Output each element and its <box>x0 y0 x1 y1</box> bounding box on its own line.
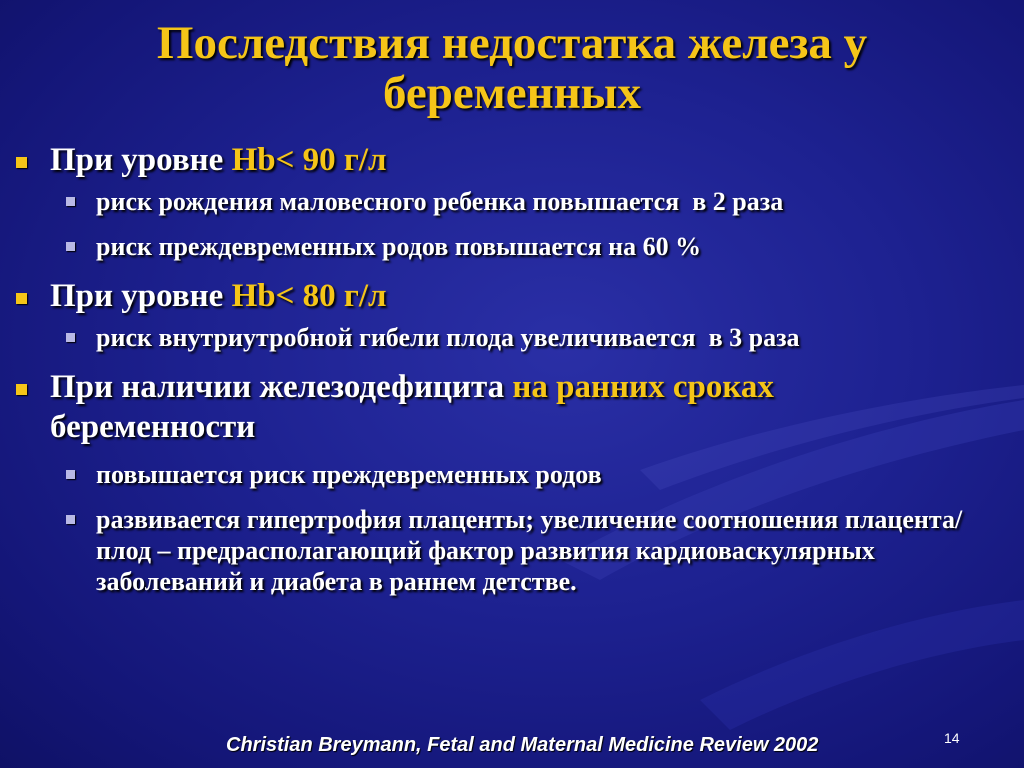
heading-suffix: беременности <box>50 409 256 445</box>
list-item <box>10 186 1020 217</box>
heading-highlight: Hb< 80 г/л <box>231 278 387 314</box>
slide-title: Последствия недостатка железа у беременных <box>156 17 868 119</box>
square-bullet-icon <box>66 242 75 251</box>
section-heading-early-deficiency <box>10 367 1020 447</box>
citation: Christian Breymann, Fetal and Maternal Medicine Review 2002 <box>226 734 819 756</box>
square-bullet-icon <box>66 515 75 524</box>
list-item-text: развивается гипертрофия плаценты; увеличение соотношения плацента/плод – предрасполагающий фактор развития кардиоваскулярных заболеваний и диабета в раннем детстве. <box>96 505 963 596</box>
square-bullet-icon <box>66 197 75 206</box>
square-bullet-icon <box>66 470 75 479</box>
list-item-text: риск преждевременных родов повышается на 60 % <box>96 232 702 261</box>
page-number: 14 <box>944 730 960 746</box>
list-item-text: риск рождения маловесного ребенка повышается в 2 раза <box>96 187 784 216</box>
list-item <box>10 459 1020 490</box>
heading-prefix: При наличии железодефицита <box>50 369 513 405</box>
list-item-text: повышается риск преждевременных родов <box>96 460 602 489</box>
square-bullet-icon <box>66 333 75 342</box>
list-item-text: риск внутриутробной гибели плода увеличивается в 3 раза <box>96 323 800 352</box>
square-bullet-icon <box>16 384 27 395</box>
heading-highlight: на ранних сроках <box>512 369 774 405</box>
heading-highlight: Hb< 90 г/л <box>231 142 387 178</box>
section-heading-hb80 <box>10 276 1020 316</box>
section-heading-hb90 <box>10 140 1020 180</box>
heading-prefix: При уровне <box>50 142 232 178</box>
square-bullet-icon <box>16 157 27 168</box>
square-bullet-icon <box>16 293 27 304</box>
list-item <box>10 231 1020 262</box>
list-item <box>10 322 1020 353</box>
slide-content <box>10 140 1020 611</box>
list-item <box>10 504 1016 597</box>
heading-prefix: При уровне <box>50 278 232 314</box>
